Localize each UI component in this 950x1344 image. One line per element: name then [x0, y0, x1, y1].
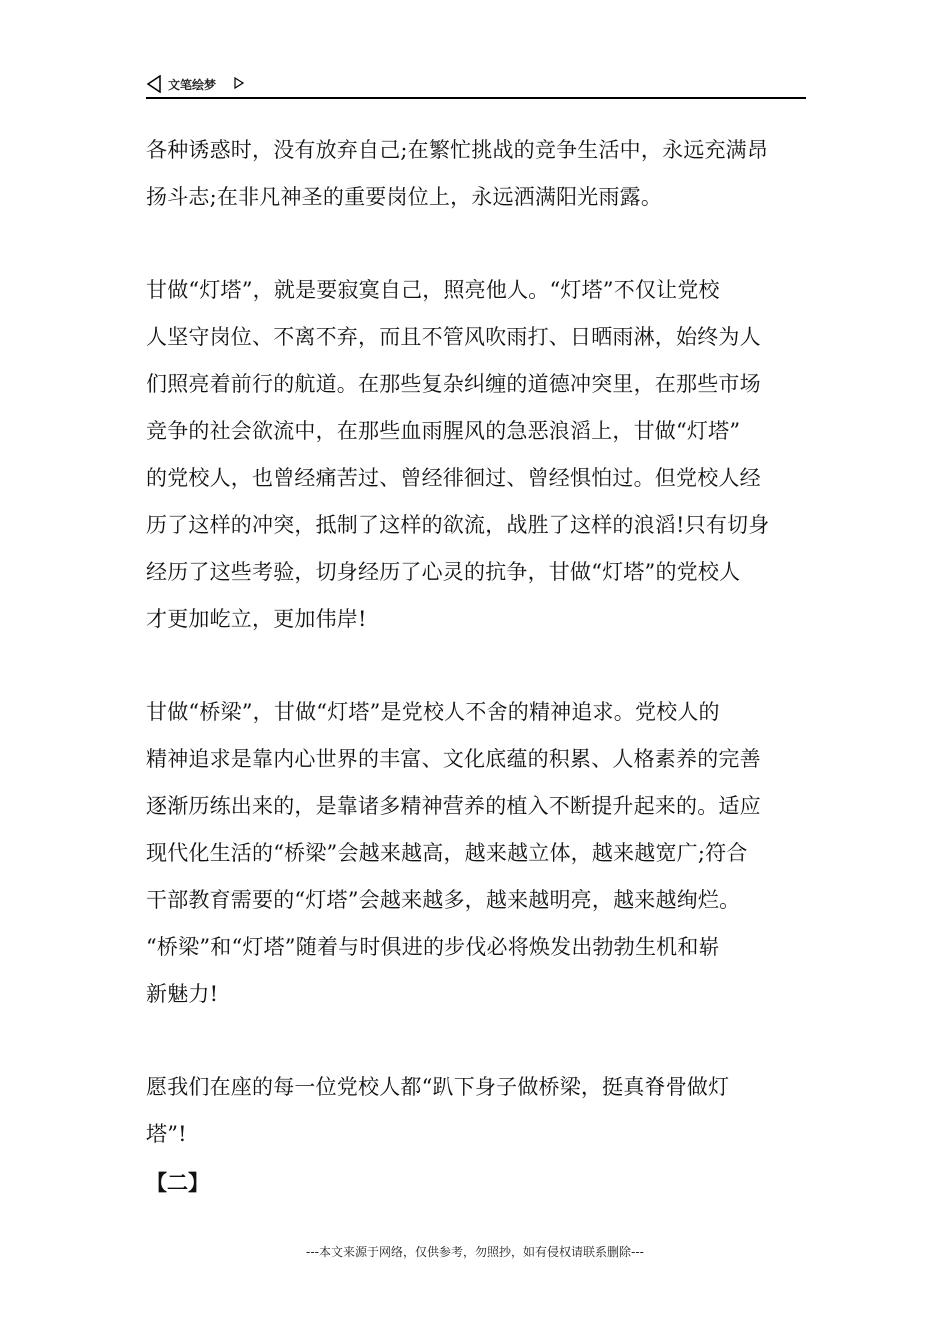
text-line: 塔”!: [146, 1122, 187, 1146]
text-line: 甘做“灯塔”，就是要寂寞自己，照亮他人。“灯塔”不仅让党校: [146, 278, 720, 302]
triangle-right-icon: [233, 75, 245, 94]
text-line: “桥梁”和“灯塔”随着与时俱进的步伐必将焕发出勃勃生机和崭: [146, 935, 720, 959]
text-line: 逐渐历练出来的，是靠诸多精神营养的植入不断提升起来的。适应: [146, 794, 761, 818]
header-divider: [146, 97, 806, 99]
text-line: 才更加屹立，更加伟岸!: [146, 607, 367, 631]
text-line: 各种诱惑时，没有放弃自己;在繁忙挑战的竞争生活中，永远充满昂: [146, 138, 769, 162]
paragraph: [146, 127, 806, 221]
page-header: [146, 72, 806, 98]
document-body: [146, 127, 806, 1204]
paragraph: [146, 689, 806, 1018]
text-line: 现代化生活的“桥梁”会越来越高，越来越立体，越来越宽广;符合: [146, 841, 748, 865]
text-line: 精神追求是靠内心世界的丰富、文化底蕴的积累、人格素养的完善: [146, 747, 761, 771]
text-line: 新魅力!: [146, 982, 219, 1006]
text-line: 干部教育需要的“灯塔”会越来越多，越来越明亮，越来越绚烂。: [146, 888, 741, 912]
text-line: 的党校人，也曾经痛苦过、曾经徘徊过、曾经惧怕过。但党校人经: [146, 466, 761, 490]
section-heading: 【二】: [146, 1170, 209, 1195]
text-line: 历了这样的冲突，抵制了这样的欲流，战胜了这样的浪滔!只有切身: [146, 513, 770, 537]
text-line: 愿我们在座的每一位党校人都“趴下身子做桥梁，挺真脊骨做灯: [146, 1075, 730, 1099]
brand-label: 文笔绘梦: [168, 78, 217, 92]
text-line: 竞争的社会欲流中，在那些血雨腥风的急恶浪滔上，甘做“灯塔”: [146, 419, 741, 443]
paragraph: [146, 1064, 806, 1158]
triangle-left-icon: [146, 75, 162, 97]
paragraph: [146, 267, 806, 643]
text-line: 扬斗志;在非凡神圣的重要岗位上，永远洒满阳光雨露。: [146, 185, 663, 209]
text-line: 经历了这些考验，切身经历了心灵的抗争，甘做“灯塔”的党校人: [146, 560, 741, 584]
text-line: 甘做“桥梁”，甘做“灯塔”是党校人不舍的精神追求。党校人的: [146, 700, 720, 724]
footer-disclaimer: ---本文来源于网络，仅供参考，勿照抄，如有侵权请联系删除---: [306, 1245, 644, 1259]
text-line: 人坚守岗位、不离不弃，而且不管风吹雨打、日晒雨淋，始终为人: [146, 325, 761, 349]
text-line: 们照亮着前行的航道。在那些复杂纠缠的道德冲突里，在那些市场: [146, 372, 761, 396]
